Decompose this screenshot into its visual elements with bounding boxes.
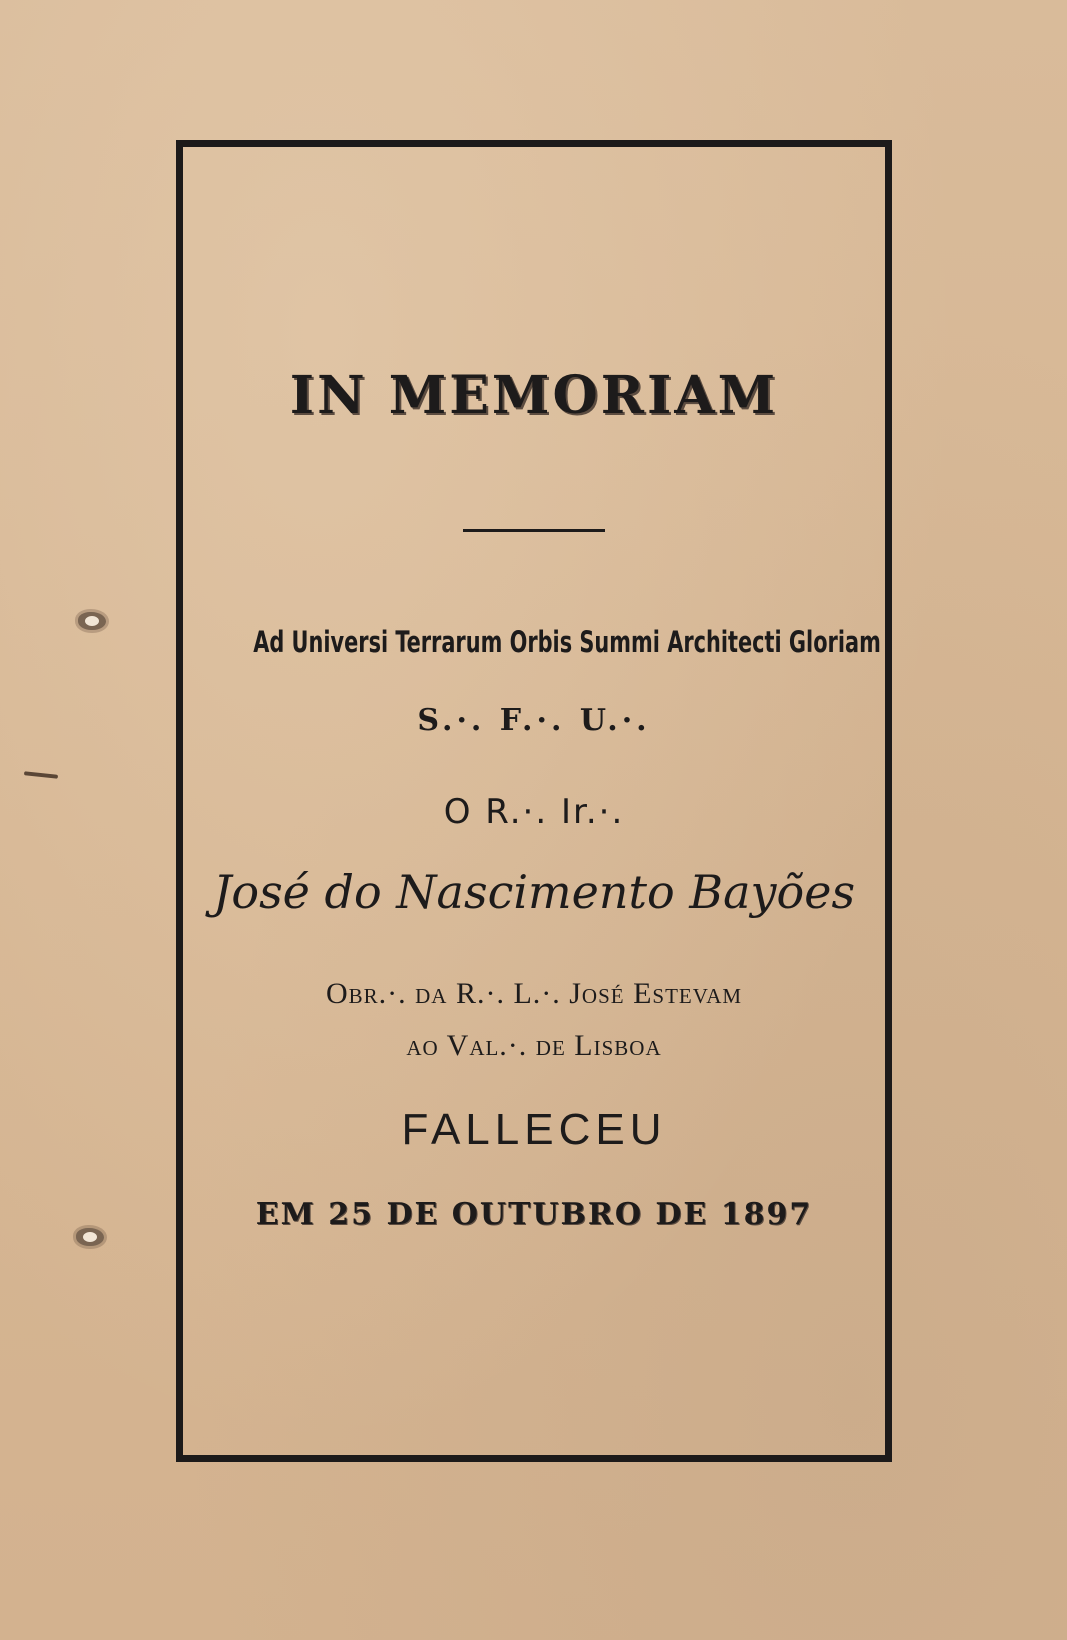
lodge-line: Obr.·. da R.·. L.·. José Estevam bbox=[325, 977, 743, 1010]
binding-hole bbox=[76, 1228, 104, 1246]
deceased-name: José do Nascimento Bayões bbox=[212, 865, 856, 919]
binding-hole bbox=[78, 612, 106, 630]
honorific-line: O R.·. Ir.·. bbox=[443, 792, 625, 832]
memorial-title: IN MEMORIAM bbox=[289, 365, 779, 426]
died-label: FALLECEU bbox=[401, 1105, 667, 1154]
abbreviation-line: S.·. F.·. U.·. bbox=[417, 703, 651, 738]
masonic-motto: Ad Universi Terrarum Orbis Summi Architecti Gloriam bbox=[253, 625, 881, 659]
valley-line: ao Val.·. de Lisboa bbox=[406, 1029, 662, 1062]
death-date: EM 25 DE OUTUBRO DE 1897 bbox=[255, 1197, 813, 1232]
memorial-card bbox=[183, 147, 885, 1455]
paper-tear bbox=[24, 771, 58, 779]
title-divider bbox=[463, 529, 605, 532]
